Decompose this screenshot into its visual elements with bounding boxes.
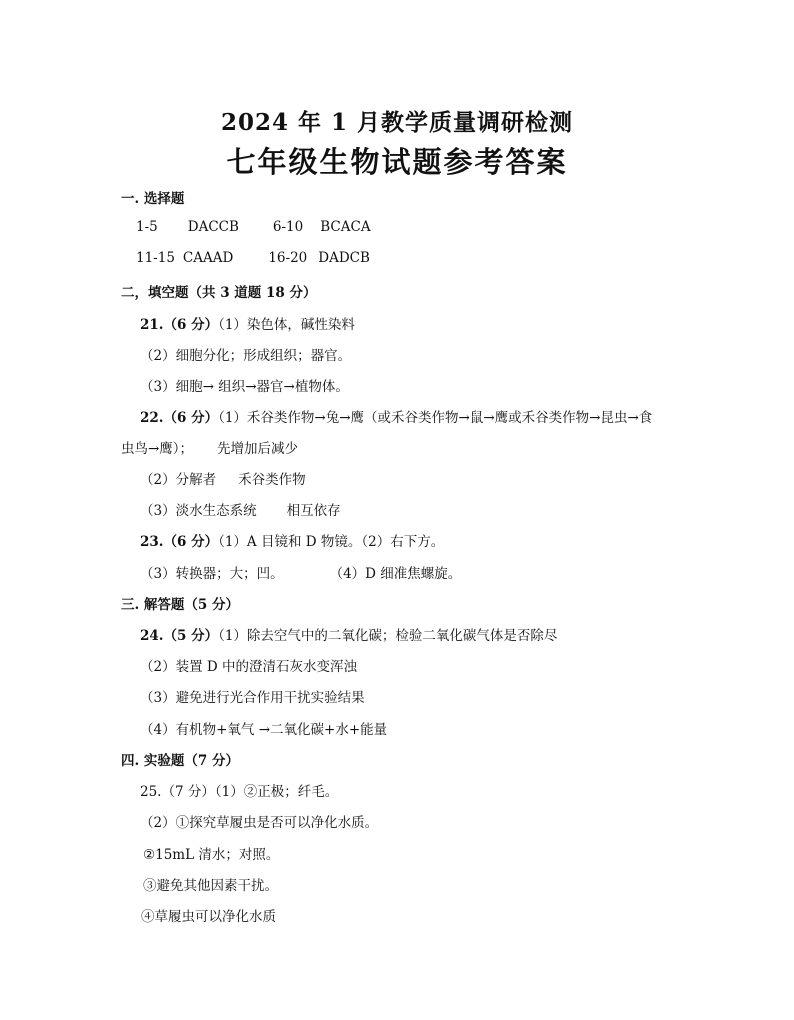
q22-line-1-cont <box>121 437 298 457</box>
q24-answer-2: （2）装置 D 中的澄清石灰水变浑浊 <box>140 659 357 675</box>
q22-number: 22.（6 分） <box>140 410 219 426</box>
q24-number: 24.（5 分） <box>140 628 219 644</box>
q21-answer-3: （3）细胞→ 组织→器官→植物体。 <box>140 379 349 395</box>
mc-range: 6-10 <box>272 219 304 235</box>
q22-answer-2b: 禾谷类作物 <box>238 472 306 488</box>
q25-line-1 <box>140 780 338 800</box>
q23-answer-3: （3）转换器；大；凹。 <box>140 566 284 582</box>
q25-answer-2c: ③避免其他因素干扰。 <box>143 878 278 894</box>
mc-answers: DADCB <box>318 250 370 266</box>
q25-answer-2d: ④草履虫可以净化水质 <box>141 909 276 925</box>
q21-answer-1: （1）染色体，碱性染料 <box>218 317 355 333</box>
q23-answer-4: （4）D 细准焦螺旋。 <box>329 566 462 582</box>
answer-key-title: 七年级生物试题参考答案 <box>226 145 568 179</box>
mc-range: 11-15 <box>136 250 175 266</box>
q25-answer-2b: ②15mL 清水；对照。 <box>143 847 280 863</box>
mc-answers: BCACA <box>320 219 371 235</box>
q22-answer-1: （1）禾谷类作物→兔→鹰（或禾谷类作物→鼠→鹰或禾谷类作物→昆虫→食 <box>218 410 653 426</box>
q22-answer-3b: 相互依存 <box>286 503 341 519</box>
mc-row-1 <box>136 219 371 235</box>
q22-line-1 <box>140 406 652 426</box>
q23-answer-1: （1）A 目镜和 D 物镜。（2）右下方。 <box>218 534 445 550</box>
q21-number: 21.（6 分） <box>140 317 219 333</box>
section-3-title: 三. 解答题（5 分） <box>121 597 239 613</box>
mc-range: 16-20 <box>268 250 308 266</box>
q22-line-2 <box>140 468 306 488</box>
q22-answer-2a: （2）分解者 <box>140 472 217 488</box>
q21-line-1 <box>140 313 355 333</box>
q24-answer-4: （4）有机物+氧气 →二氧化碳+水+能量 <box>140 722 388 738</box>
q23-line-1 <box>140 530 444 550</box>
mc-row-2 <box>136 250 370 266</box>
section-1-title: 一. 选择题 <box>121 191 185 207</box>
section-4-title: 四. 实验题（7 分） <box>121 753 239 769</box>
q25-number: 25.（7 分） <box>140 784 215 800</box>
q23-line-2 <box>140 562 461 582</box>
mc-answers: CAAAD <box>182 250 234 266</box>
exam-title: 2024 年 1 月教学质量调研检测 <box>220 109 574 136</box>
mc-range: 1-5 <box>136 219 158 235</box>
q24-line-1 <box>140 624 557 644</box>
q24-answer-1: （1）除去空气中的二氧化碳；检验二氧化碳气体是否除尽 <box>218 628 558 644</box>
mc-answers: DACCB <box>187 219 239 235</box>
q21-answer-2: （2）细胞分化；形成组织；器官。 <box>140 348 352 364</box>
q22-answer-1-trend: 先增加后减少 <box>217 441 299 457</box>
q25-answer-2: （2）①探究草履虫是否可以净化水质。 <box>140 815 379 831</box>
q22-answer-1-cont: 虫鸟→鹰）； <box>121 441 194 457</box>
q24-answer-3: （3）避免进行光合作用干扰实验结果 <box>140 690 365 706</box>
q25-answer-1: （1）②正极；纤毛。 <box>214 784 339 800</box>
q22-line-3 <box>140 499 341 519</box>
q23-number: 23.（6 分） <box>140 534 219 550</box>
section-2-title: 二，填空题（共 3 道题 18 分） <box>121 285 317 301</box>
q22-answer-3a: （3）淡水生态系统 <box>140 503 257 519</box>
